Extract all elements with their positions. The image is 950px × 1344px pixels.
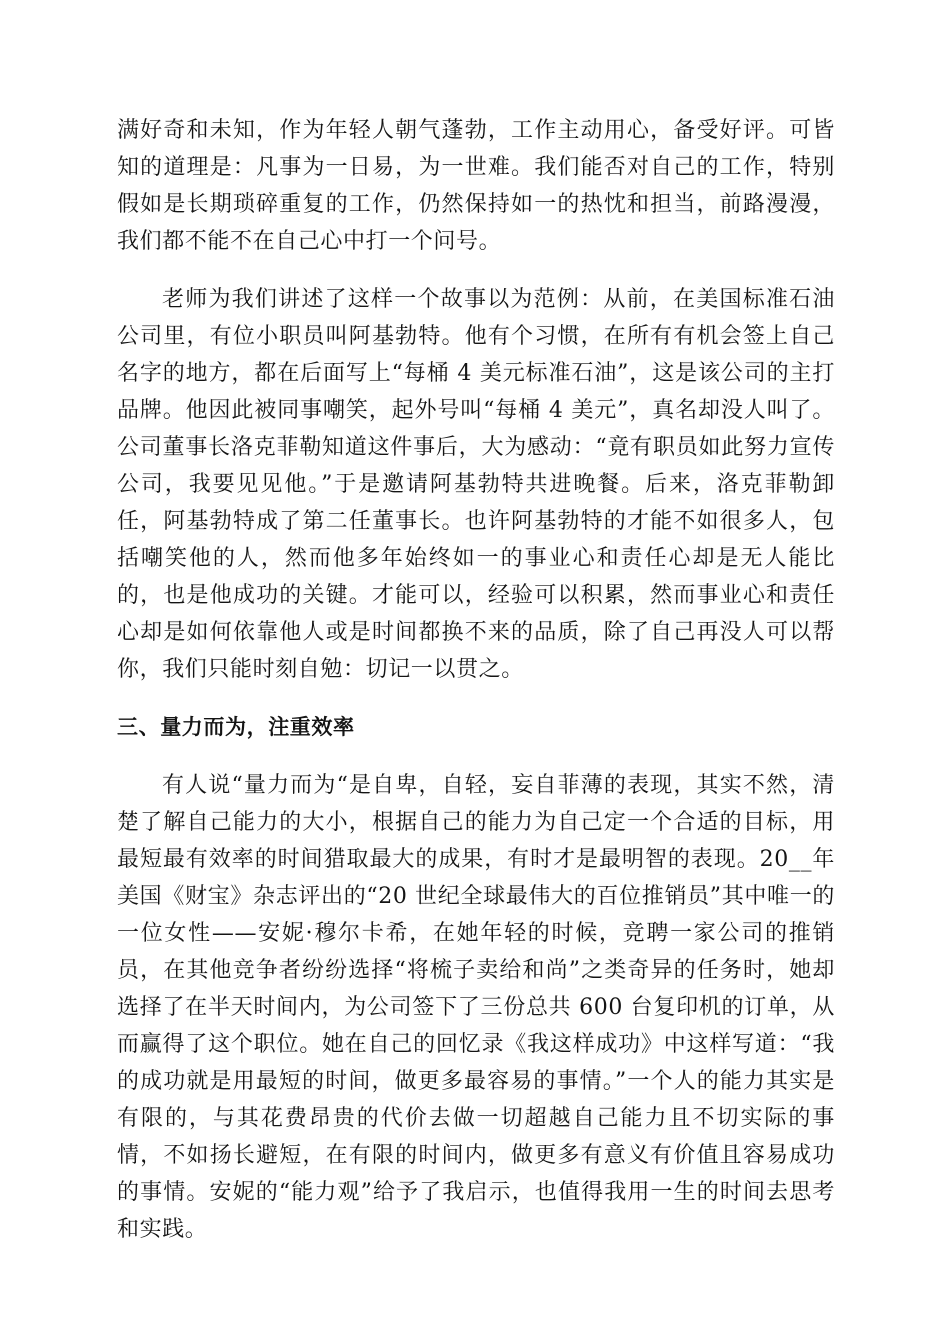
document-body [117,112,835,1269]
paragraph-2: 老师为我们讲述了这样一个故事以为范例：从前，在美国标准石油公司里，有位小职员叫阿基勃特。他有个习惯，在所有有机会签上自己名字的地方，都在后面写上“每桶 4 美元标准石油”，这是该公司的主打品牌。他因此被同事嘲笑，起外号叫“每桶 4 美元”，真名却没人叫了。公司董事长洛克菲勒知道这件事后，大为感动：“竟有职员如此努力宣传公司，我要见见他。”于是邀请阿基勃特共进晚餐。后来，洛克菲勒卸任，阿基勃特成了第二任董事长。也许阿基勃特的才能不如很多人，包括嘲笑他的人，然而他多年始终如一的事业心和责任心却是无人能比的，也是他成功的关键。才能可以，经验可以积累，然而事业心和责任心却是如何依靠他人或是时间都换不来的品质，除了自己再没人可以帮你，我们只能时刻自勉：切记一以贯之。 [117,287,835,682]
section-heading: 三、量力而为，注重效率 [117,715,355,739]
paragraph-3: 有人说“量力而为“是自卑，自轻，妄自菲薄的表现，其实不然，清楚了解自己能力的大小，根据自己的能力为自己定一个合适的目标，用最短最有效率的时间猎取最大的成果，有时才是最明智的表现。20__年美国《财宝》杂志评出的“20 世纪全球最伟大的百位推销员”其中唯一的一位女性——安妮·穆尔卡希，在她年轻的时候，竞聘一家公司的推销员，在其他竞争者纷纷选择“将梳子卖给和尚”之类奇异的任务时，她却选择了在半天时间内，为公司签下了三份总共 600 台复印机的订单，从而赢得了这个职位。她在自己的回忆录《我这样成功》中这样写道：“我的成功就是用最短的时间，做更多最容易的事情。”一个人的能力其实是有限的，与其花费昂贵的代价去做一切超越自己能力且不切实际的事情，不如扬长避短，在有限的时间内，做更多有意义有价值且容易成功的事情。安妮的“能力观”给予了我启示，也值得我用一生的时间去思考和实践。 [117,773,835,1242]
paragraph-1: 满好奇和未知，作为年轻人朝气蓬勃，工作主动用心，备受好评。可皆知的道理是：凡事为一日易，为一世难。我们能否对自己的工作，特别假如是长期琐碎重复的工作，仍然保持如一的热忱和担当，前路漫漫，我们都不能不在自己心中打一个问号。 [117,118,835,254]
